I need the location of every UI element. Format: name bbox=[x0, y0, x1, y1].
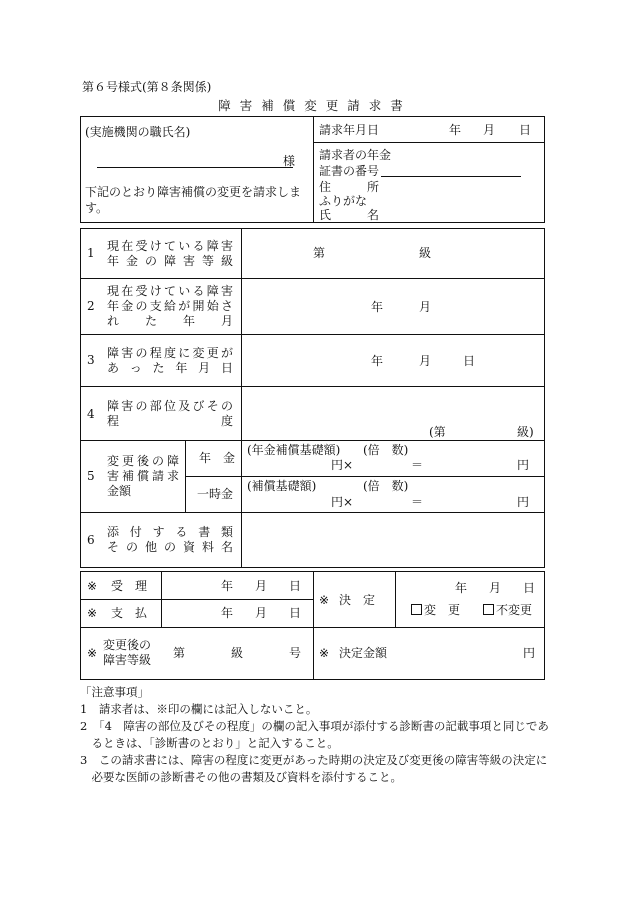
row-number: 4 bbox=[87, 407, 95, 421]
pension-label: 年 金 bbox=[199, 451, 236, 465]
lump-yen: 円 bbox=[517, 495, 530, 509]
year-unit: 年 bbox=[221, 606, 234, 620]
address-label-b: 所 bbox=[367, 180, 380, 194]
lump-multiplier-label: (倍 数) bbox=[363, 479, 409, 493]
table-row bbox=[81, 229, 544, 279]
row-number: 1 bbox=[87, 246, 95, 260]
table-row bbox=[81, 441, 544, 513]
pension-yen: 円 bbox=[517, 458, 530, 472]
start-date-label-1: 現在受けている障害 bbox=[107, 284, 233, 298]
row-number: 6 bbox=[87, 533, 95, 547]
grade-suffix: 級 bbox=[419, 246, 432, 260]
lump-base-label: (補償基礎額) bbox=[247, 479, 317, 493]
no-change-option-label: 不変更 bbox=[496, 603, 533, 617]
grade-open: (第 bbox=[429, 425, 446, 439]
checkbox-icon[interactable] bbox=[483, 604, 494, 615]
table-row bbox=[81, 387, 544, 441]
day-unit: 日 bbox=[463, 354, 476, 368]
day-unit: 日 bbox=[289, 579, 302, 593]
year-unit: 年 bbox=[221, 579, 234, 593]
day-unit: 日 bbox=[523, 581, 536, 595]
month-unit: 月 bbox=[489, 581, 502, 595]
decision-label: 決 定 bbox=[339, 593, 376, 607]
disability-detail-label-2: 程度 bbox=[107, 414, 233, 428]
lump-equals: ＝ bbox=[411, 495, 424, 509]
pension-number-field[interactable] bbox=[381, 163, 521, 177]
year-unit: 年 bbox=[455, 581, 468, 595]
pension-yen-times: 円× bbox=[331, 458, 354, 472]
note-3-line-1: 3 この請求書には、障害の程度に変更があった時期の決定及び変更後の障害等級の決定に bbox=[80, 753, 548, 767]
pension-base-label: (年金補償基礎額) bbox=[247, 443, 341, 457]
note-2-line-1: 2 「4 障害の部位及びその程度」の欄の記入事項が添付する診断書の記載事項と同じであ bbox=[80, 719, 549, 733]
office-mark: ※ bbox=[319, 593, 330, 607]
form-number-label: 第６号様式(第８条関係) bbox=[82, 80, 212, 94]
current-grade-label-1: 現在受けている障害 bbox=[107, 239, 233, 253]
year-unit: 年 bbox=[371, 354, 384, 368]
change-option[interactable] bbox=[411, 603, 460, 618]
grade-prefix: 第 bbox=[173, 646, 186, 660]
no-change-option[interactable] bbox=[483, 603, 532, 618]
row-number: 2 bbox=[87, 299, 95, 313]
note-1: 1 請求者は、※印の欄には記入しないこと。 bbox=[80, 702, 318, 716]
new-grade-label-1: 変更後の bbox=[103, 638, 152, 652]
row-number: 5 bbox=[87, 469, 95, 483]
office-mark: ※ bbox=[319, 646, 330, 660]
table-row bbox=[81, 335, 544, 387]
grade-prefix: 第 bbox=[313, 246, 326, 260]
addressee-box bbox=[80, 116, 545, 223]
addressee-suffix: 様 bbox=[283, 154, 296, 168]
change-date-label-2: あった年月日 bbox=[107, 361, 233, 375]
receipt-label: 受 理 bbox=[111, 579, 148, 593]
current-grade-label-2: 年金の障害等級 bbox=[107, 254, 233, 268]
month-unit: 月 bbox=[255, 606, 268, 620]
notes-title: 「注意事項」 bbox=[80, 685, 149, 699]
new-grade-label-2: 障害等級 bbox=[103, 653, 152, 667]
start-date-label-3: れた年月 bbox=[107, 314, 233, 328]
month-unit: 月 bbox=[419, 300, 432, 314]
attachments-label-1: 添付する書類 bbox=[107, 525, 233, 539]
office-mark: ※ bbox=[87, 579, 98, 593]
note-2-line-2: るときは、「診断書のとおり」と記入すること。 bbox=[80, 736, 339, 750]
date-month-unit: 月 bbox=[483, 123, 496, 137]
address-label-a: 住 bbox=[319, 180, 332, 194]
grade-close: 級) bbox=[517, 425, 534, 439]
lump-yen-times: 円× bbox=[331, 495, 354, 509]
month-unit: 月 bbox=[255, 579, 268, 593]
year-unit: 年 bbox=[371, 300, 384, 314]
notes-section bbox=[80, 684, 550, 786]
request-text-line1: 下記のとおり障害補償の変更を請求しま bbox=[85, 185, 302, 199]
claim-amount-label-1: 変更後の障 bbox=[107, 454, 179, 468]
disability-detail-label-1: 障害の部位及びその bbox=[107, 399, 233, 413]
claim-amount-label-2: 害補償請求 bbox=[107, 469, 179, 483]
request-text-line2: す。 bbox=[85, 201, 109, 215]
decision-amount-label: 決定金額 bbox=[339, 646, 388, 660]
table-row bbox=[81, 279, 544, 335]
pension-number-label-1: 請求者の年金 bbox=[319, 148, 392, 162]
name-label-a: 氏 bbox=[319, 208, 332, 222]
main-table bbox=[80, 228, 545, 568]
document-title: 障害補償変更請求書 bbox=[218, 98, 412, 113]
month-unit: 月 bbox=[419, 354, 432, 368]
addressee-label: (実施機関の職氏名) bbox=[85, 125, 191, 139]
grade-number-suffix: 号 bbox=[289, 646, 302, 660]
pension-multiplier-label: (倍 数) bbox=[363, 443, 409, 457]
office-mark: ※ bbox=[87, 606, 98, 620]
pension-equals: ＝ bbox=[411, 458, 424, 472]
office-use-table bbox=[80, 571, 545, 680]
attachments-label-2: その他の資料名 bbox=[107, 540, 233, 554]
table-row bbox=[81, 513, 544, 567]
change-option-label: 変 更 bbox=[424, 603, 461, 617]
date-year-unit: 年 bbox=[449, 123, 462, 137]
furigana-label: ふりがな bbox=[319, 194, 368, 208]
row-number: 3 bbox=[87, 353, 95, 367]
note-3-line-2: 必要な医師の診断書その他の書類及び資料を添付すること。 bbox=[80, 770, 402, 784]
request-date-label: 請求年月日 bbox=[319, 123, 380, 137]
date-day-unit: 日 bbox=[519, 123, 532, 137]
change-date-label-1: 障害の程度に変更が bbox=[107, 346, 233, 360]
pension-number-label-2: 証書の番号 bbox=[319, 164, 380, 178]
addressee-field[interactable] bbox=[97, 153, 296, 168]
grade-suffix: 級 bbox=[231, 646, 244, 660]
name-label-b: 名 bbox=[367, 208, 380, 222]
payment-label: 支 払 bbox=[111, 606, 148, 620]
office-mark: ※ bbox=[87, 646, 98, 660]
day-unit: 日 bbox=[289, 606, 302, 620]
checkbox-icon[interactable] bbox=[411, 604, 422, 615]
claim-amount-label-3: 金額 bbox=[107, 484, 132, 498]
yen-unit: 円 bbox=[523, 646, 536, 660]
start-date-label-2: 年金の支給が開始さ bbox=[107, 299, 233, 313]
lump-sum-label: 一時金 bbox=[197, 487, 234, 501]
